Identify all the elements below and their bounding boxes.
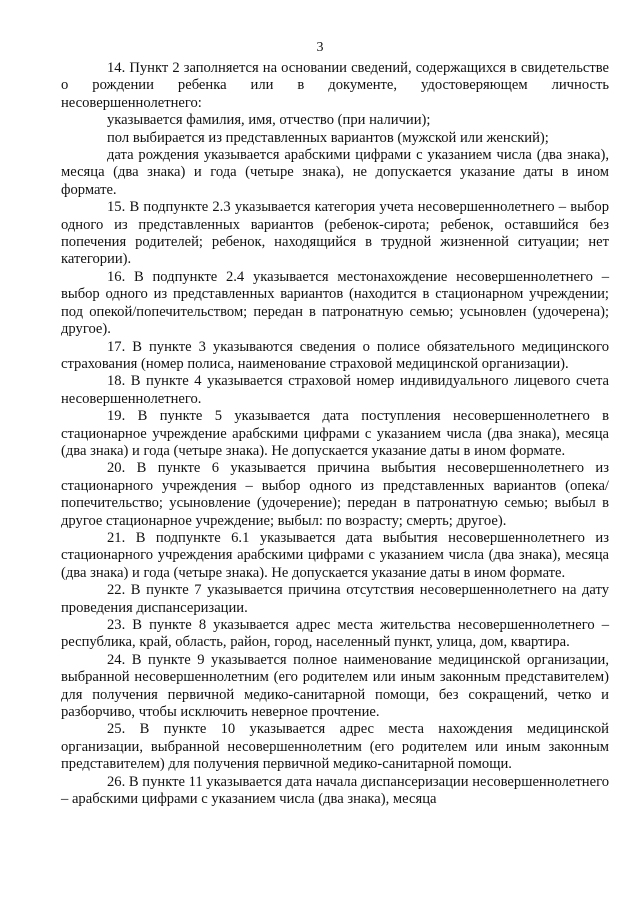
paragraph-24: 24. В пункте 9 указывается полное наименование медицинской организации, выбранной несовершеннолетним (его родителем или иным законным представителем) для получения первичной медико-санитарной помощи, без сокращений, четко и разборчиво, чтобы исключить неверное прочтение. (61, 651, 609, 721)
page-number: 3 (316, 40, 324, 55)
paragraph-15: 15. В подпункте 2.3 указывается категория учета несовершеннолетнего – выбор одного из представленных вариантов (ребенок-сирота; ребенок, оставшийся без попечения родителей; ребенок, находящийся в трудной жизненной ситуации; нет категории). (61, 199, 609, 268)
paragraph-23: 23. В пункте 8 указывается адрес места жительства несовершеннолетнего – республика, край, область, район, город, населенный пункт, улица, дом, квартира. (61, 617, 609, 651)
paragraph-18: 18. В пункте 4 указывается страховой номер индивидуального лицевого счета несовершеннолетнего. (61, 373, 609, 407)
paragraph-14: 14. Пункт 2 заполняется на основании сведений, содержащихся в свидетельстве о рождении ребенка или в документе, удостоверяющем личность несовершеннолетнего: (61, 60, 609, 111)
paragraph-20: 20. В пункте 6 указывается причина выбытия несовершеннолетнего из стационарного учреждения – выбор одного из представленных вариантов (опека/попечительство; усыновление (удочерение); передан в патронатную семью; выбыл в другое стационарное учреждение; выбыл: по возрасту; смерть; другое). (61, 460, 609, 529)
paragraph-17: 17. В пункте 3 указываются сведения о полисе обязательного медицинского страхования (номер полиса, наименование страховой медицинской организации). (61, 338, 609, 372)
paragraph-19: 19. В пункте 5 указывается дата поступления несовершеннолетнего в стационарное учреждение арабскими цифрами с указанием числа (два знака), месяца (два знака) и года (четыре знака). Не допускается указание даты в ином формате. (61, 408, 609, 459)
paragraph-26: 26. В пункте 11 указывается дата начала диспансеризации несовершеннолетнего – арабскими цифрами с указанием числа (два знака), месяца (61, 773, 609, 808)
document-body (61, 60, 609, 808)
paragraph-16: 16. В подпункте 2.4 указывается местонахождение несовершеннолетнего – выбор одного из представленных вариантов (находится в стационарном учреждении; под опекой/попечительством; передан в патронатную семью; усыновлен (удочерена); другое). (61, 268, 609, 338)
paragraph-14-sex: пол выбирается из представленных вариантов (мужской или женский); (107, 129, 549, 146)
paragraph-21: 21. В подпункте 6.1 указывается дата выбытия несовершеннолетнего из стационарного учреждения арабскими цифрами с указанием числа (два знака), месяца (два знака) и года (четыре знака). Не допускается указание даты в ином формате. (61, 529, 609, 581)
paragraph-25: 25. В пункте 10 указывается адрес места нахождения медицинской организации, выбранной несовершеннолетним (его родителем или иным законным представителем) для получения первичной медико-санитарной помощи. (61, 721, 609, 773)
paragraph-14-birthdate: дата рождения указывается арабскими цифрами с указанием числа (два знака), месяца (два знака) и года (четыре знака), не допускается указание даты в ином формате. (61, 147, 609, 198)
paragraph-14-name: указывается фамилия, имя, отчество (при наличии); (107, 112, 431, 129)
paragraph-22: 22. В пункте 7 указывается причина отсутствия несовершеннолетнего на дату проведения диспансеризации. (61, 582, 609, 616)
